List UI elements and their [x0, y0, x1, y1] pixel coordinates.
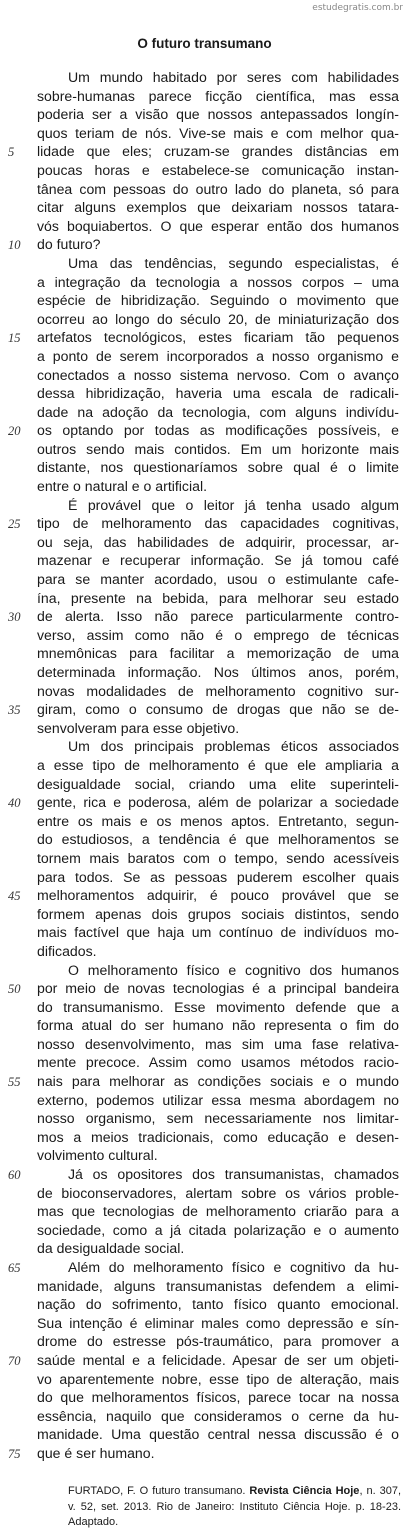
- text-line: ocorreu ao longo do século 20, de miniaturização dos: [37, 310, 399, 327]
- text-line: Um mundo habitado por seres com habilidades: [68, 69, 399, 85]
- text-line: novas modalidades de melhoramento cognitivo sur-: [37, 682, 399, 699]
- text-line: tornem mais baratos com o tempo, sendo acessíveis: [37, 849, 399, 866]
- text-line: poucas horas e estabelece-se comunicação instan-: [37, 161, 399, 178]
- line-number: 5: [8, 145, 15, 160]
- text-line: vós boquiabertos. O que esperar então dos humanos: [37, 217, 399, 234]
- text-line: da desigualdade social.: [37, 1240, 185, 1257]
- text-line: gente, rica e poderosa, além de polarizar a sociedade: [37, 794, 399, 811]
- text-line: melhoramentos adquirir, é pouco provável que se: [37, 887, 399, 904]
- line-number: 30: [8, 610, 21, 625]
- text-line: Uma das tendências, segundo especialistas, é: [68, 254, 399, 271]
- text-line: dessa hibridização, haveria uma escala de radicali-: [37, 385, 399, 402]
- text-line: entre o natural e o artificial.: [37, 478, 207, 495]
- text-line: entre os mais e os menos aptos. Entretanto, segun-: [37, 812, 399, 829]
- text-line: Além do melhoramento físico e cognitivo da hu-: [68, 1259, 399, 1275]
- text-line: Sua intenção é eliminar males como depressão e sín-: [37, 1314, 399, 1331]
- line-number: 40: [8, 796, 21, 811]
- text-line: determinada informação. Nos últimos anos, porém,: [37, 664, 399, 680]
- text-line: essência, naquilo que consideramos o cerne da hu-: [37, 1407, 399, 1424]
- text-line: Já os opositores dos transumanistas, chamados: [68, 1166, 399, 1183]
- line-number: 45: [8, 889, 21, 904]
- line-number: 35: [8, 703, 21, 718]
- text-line: poderia ser a visão que nossos antepassados longín-: [37, 106, 399, 123]
- text-line: artefatos tecnológicos, estes ficariam tão pequenos: [37, 329, 399, 346]
- text-line: O melhoramento físico e cognitivo dos humanos: [68, 961, 399, 978]
- text-line: espécie de hibridização. Seguindo o movimento que: [37, 292, 399, 309]
- text-line: distante, nos questionaríamos sobre qual é o limite: [37, 459, 399, 476]
- line-number: 25: [8, 517, 21, 532]
- page-title: O futuro transumano: [137, 36, 272, 51]
- line-number: 20: [8, 424, 21, 439]
- text-line: mais factível que haja um contínuo de indivíduos mo-: [37, 924, 399, 941]
- source-text: FURTADO, F. O futuro transumano.: [68, 1485, 250, 1497]
- text-line: mos a meios tradicionais, como educação e desen-: [37, 1128, 399, 1145]
- line-number: 60: [8, 1168, 21, 1183]
- line-number: 75: [8, 1447, 21, 1462]
- text-line: por meio de novas tecnologias é a principal bandeira: [37, 980, 399, 997]
- source-citation: [68, 1484, 401, 1531]
- text-line: drome do estresse pós-traumático, para promover a: [37, 1333, 399, 1350]
- source-journal: Revista Ciência Hoje: [249, 1485, 360, 1497]
- line-number: 15: [8, 331, 21, 346]
- text-line: nação do sofrimento, tanto físico quanto emocional.: [37, 1296, 399, 1313]
- article-body: [37, 68, 399, 1463]
- text-line: saúde mental e a felicidade. Apesar de ser um objeti-: [37, 1351, 399, 1368]
- source-details: , n. 307, v. 52, set. 2013. Rio de Janeiro: Instituto Ciência Hoje. p. 18-23. Adaptado.: [68, 1485, 401, 1528]
- text-line: mente precoce. Assim como usamos métodos racio-: [37, 1054, 399, 1071]
- line-number: 55: [8, 1075, 21, 1090]
- text-line: do transumanismo. Esse movimento defende que a: [37, 998, 399, 1015]
- text-line: vo aparentemente nobre, esse tipo de alteração, mais: [37, 1370, 399, 1387]
- text-line: verso, assim como não é o emprego de técnicas: [37, 626, 399, 643]
- text-line: nosso organismo, sem necessariamente nos limitar-: [37, 1110, 399, 1127]
- text-line: mazenar e recuperar informação. Se já tomou café: [37, 552, 399, 569]
- text-line: quos teriam de nós. Vive-se mais e com melhor qua-: [37, 124, 399, 141]
- text-line: volvimento cultural.: [37, 1147, 158, 1164]
- text-line: do estudiosos, a tendência é que melhoramentos se: [37, 831, 399, 848]
- text-line: formem apenas dois grupos sociais distintos, sendo: [37, 905, 399, 922]
- text-line: mnemônicas para facilitar a memorização de uma: [37, 645, 399, 662]
- text-line: sobre-humanas parece ficção científica, mas essa: [37, 87, 399, 104]
- text-line: Um dos principais problemas éticos associados: [68, 738, 399, 755]
- text-line: outros sendo mais contidos. Em um horizonte mais: [37, 440, 399, 457]
- line-number: 10: [8, 238, 21, 253]
- text-line: manidade, alguns transumanistas defendem a elimi-: [37, 1277, 399, 1294]
- text-line: a esse tipo de melhoramento é que ele ampliaria a: [37, 756, 399, 773]
- text-line: para se manter acordado, usou o estimulante cafe-: [37, 571, 399, 588]
- text-line: conectados a nosso sistema nervoso. Com o avanço: [37, 366, 399, 383]
- text-line: forma atual do ser humano não representa o fim do: [37, 1017, 399, 1034]
- text-line: manidade. Uma questão central nessa discussão é o: [37, 1426, 399, 1443]
- watermark: estudegratis.com.br: [312, 3, 403, 13]
- text-line: que é ser humano.: [37, 1444, 155, 1461]
- text-line: dade na adoção da tecnologia, com alguns indivídu-: [37, 403, 399, 420]
- text-line: de alerta. Isso não parece particularmente contro-: [37, 608, 399, 625]
- text-line: a integração da tecnologia a nossos corpos – uma: [37, 273, 399, 290]
- text-line: de bioconservadores, alertam sobre os vários proble-: [37, 1184, 399, 1201]
- line-number: 50: [8, 982, 21, 997]
- text-line: nosso desenvolvimento, mas sim uma fase relativa-: [37, 1035, 399, 1052]
- text-line: lidade que eles; cruzam-se grandes distâncias em: [37, 143, 399, 160]
- line-number: 65: [8, 1261, 21, 1276]
- text-line: ou seja, das habilidades de adquirir, processar, ar-: [37, 533, 399, 550]
- text-line: do que melhoramentos físicos, parece tocar na nossa: [37, 1389, 399, 1406]
- text-line: dificados.: [37, 942, 97, 959]
- text-line: É provável que o leitor já tenha usado algum: [68, 496, 399, 513]
- text-line: os optando por todas as modificações possíveis, e: [37, 422, 399, 439]
- text-line: senvolveram para esse objetivo.: [37, 719, 240, 736]
- text-line: sociedade, como a já citada polarização e o aumento: [37, 1221, 399, 1238]
- text-line: citar alguns exemplos que deixariam nossos tatara-: [37, 199, 399, 216]
- text-line: nais para melhorar as condições sociais e o mundo: [37, 1073, 399, 1090]
- text-line: tânea com pessoas do outro lado do planeta, só para: [37, 180, 399, 197]
- line-number: 70: [8, 1354, 21, 1369]
- text-line: a ponto de serem incorporados a nosso organismo e: [37, 347, 399, 364]
- text-line: desigualdade social, criando uma elite superinteli-: [37, 775, 399, 792]
- text-line: ína, presente na bebida, para melhorar seu estado: [37, 589, 399, 606]
- text-line: para todos. Se as pessoas puderem escolher quais: [37, 868, 399, 885]
- text-line: tipo de melhoramento das capacidades cognitivas,: [37, 515, 399, 532]
- text-line: do futuro?: [37, 236, 101, 253]
- text-line: externo, podemos utilizar essa mesma abordagem no: [37, 1091, 399, 1108]
- text-line: mas que tecnologias de melhoramento criarão para a: [37, 1203, 399, 1220]
- text-line: giram, como o consumo de drogas que não se de-: [37, 701, 399, 718]
